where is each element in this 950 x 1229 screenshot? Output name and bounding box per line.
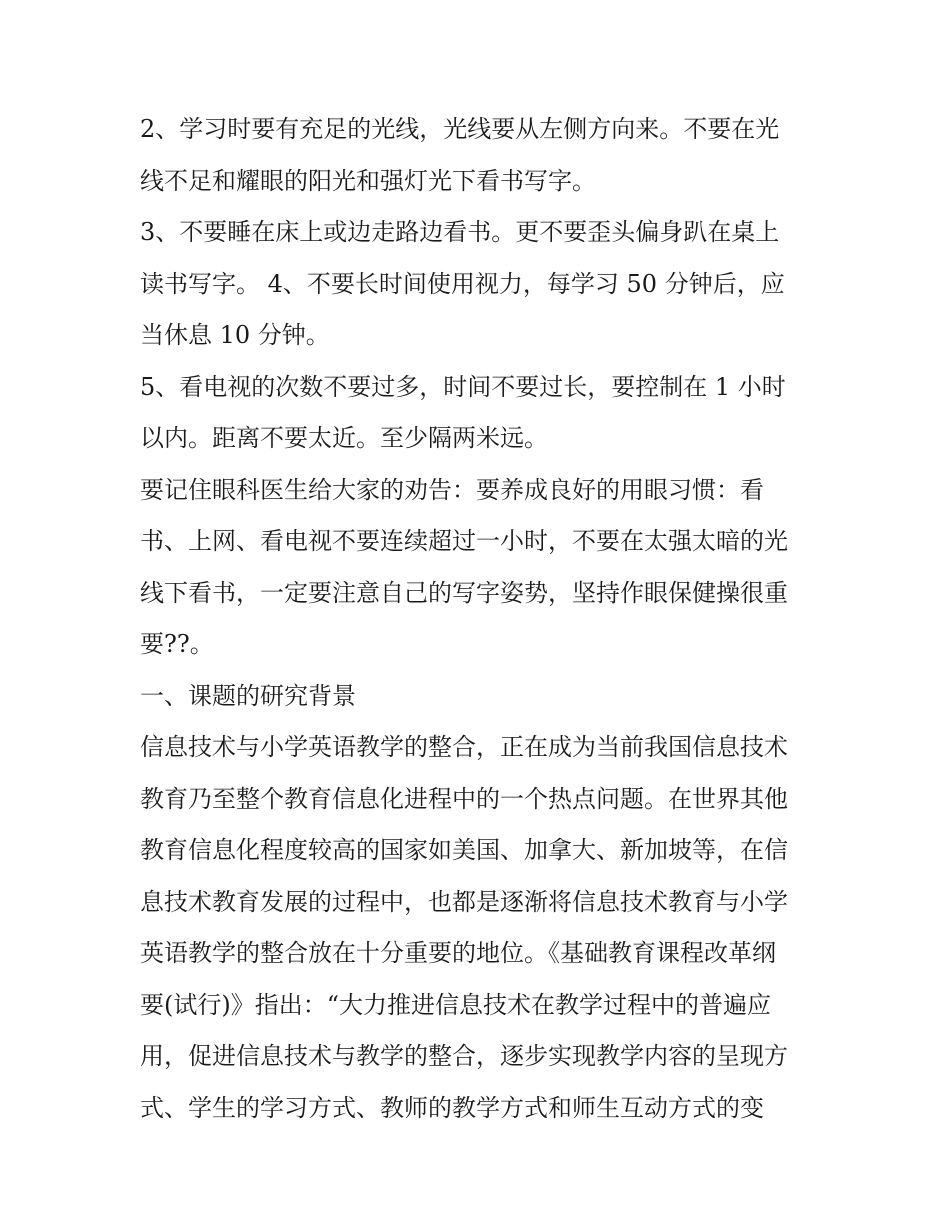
text-line: 要??。 — [140, 630, 214, 658]
text-line: 信息技术与小学英语教学的整合，正在成为当前我国信息技术 — [140, 733, 788, 761]
text-line: 当休息 10 分钟。 — [140, 321, 330, 349]
text-line: 书、上网、看电视不要连续超过一小时，不要在太强太暗的光 — [140, 527, 788, 555]
text-line: 5、看电视的次数不要过多，时间不要过长，要控制在 1 小时 — [140, 372, 786, 401]
text-line: 英语教学的整合放在十分重要的地位。《基础教育课程改革纲 — [140, 939, 776, 967]
text-line: 2、学习时要有充足的光线，光线要从左侧方向来。不要在光 — [140, 115, 780, 143]
text-line: 要(试行)》指出：“大力推进信息技术在教学过程中的普遍应 — [140, 990, 771, 1019]
text-line: 线不足和耀眼的阳光和强灯光下看书写字。 — [140, 166, 596, 195]
text-line: 3、不要睡在床上或边走路边看书。更不要歪头偏身趴在桌上 — [140, 218, 780, 246]
document-body — [140, 104, 820, 1134]
text-line: 教育乃至整个教育信息化进程中的一个热点问题。在世界其他 — [140, 784, 788, 813]
text-line: 以内。距离不要太近。至少隔两米远。 — [140, 424, 548, 452]
text-line: 息技术教育发展的过程中，也都是逐渐将信息技术教育与小学 — [140, 887, 788, 916]
text-line: 用，促进信息技术与教学的整合，逐步实现教学内容的呈现方 — [140, 1042, 788, 1070]
text-line: 读书写字。 4、不要长时间使用视力，每学习 50 分钟后，应 — [140, 269, 785, 298]
text-line: 式、学生的学习方式、教师的教学方式和师生互动方式的变 — [140, 1093, 764, 1122]
text-line: 教育信息化程度较高的国家如美国、加拿大、新加坡等，在信 — [140, 836, 788, 864]
section-heading: 一、课题的研究背景 — [140, 681, 356, 710]
text-line: 要记住眼科医生给大家的劝告：要养成良好的用眼习惯：看 — [140, 475, 764, 504]
text-line: 线下看书，一定要注意自己的写字姿势，坚持作眼保健操很重 — [140, 578, 788, 607]
